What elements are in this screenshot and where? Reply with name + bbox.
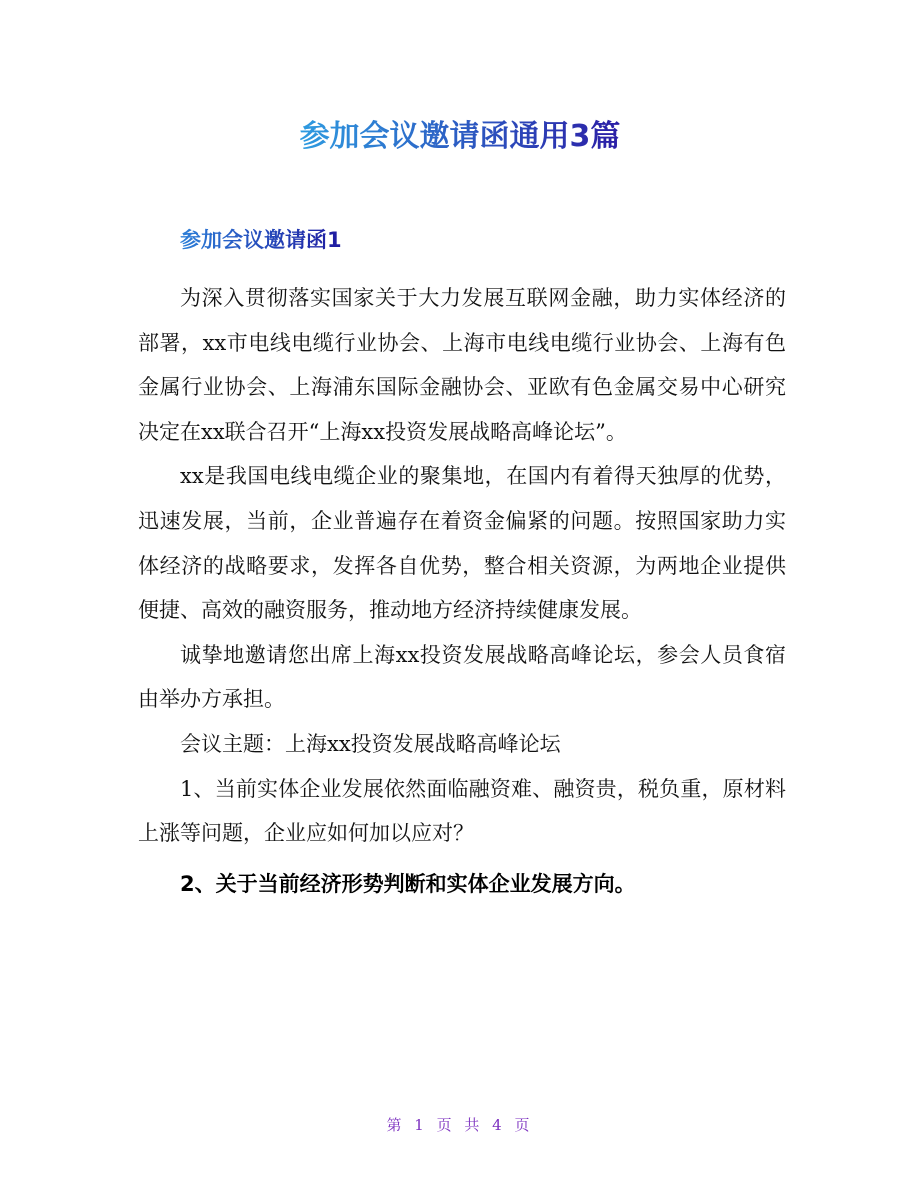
section-heading bbox=[180, 222, 342, 258]
page-number-label: 第 1 页 共 4 页 bbox=[386, 1116, 534, 1134]
page-footer bbox=[0, 1113, 920, 1137]
paragraph-topic-2: 2、关于当前经济形势判断和实体企业发展方向。 bbox=[180, 871, 636, 896]
document-title bbox=[0, 112, 920, 162]
document-body bbox=[138, 276, 786, 906]
document-title-text: 参加会议邀请函通用3篇 bbox=[299, 119, 621, 154]
paragraph-intro: 为深入贯彻落实国家关于大力发展互联网金融，助力实体经济的部署，xx市电线电缆行业协会、上海市电线电缆行业协会、上海有色金属行业协会、上海浦东国际金融协会、亚欧有色金属交易中心研究决定在xx联合召开“上海xx投资发展战略高峰论坛”。 bbox=[138, 286, 786, 444]
paragraph-background: xx是我国电线电缆企业的聚集地，在国内有着得天独厚的优势，迅速发展，当前，企业普遍存在着资金偏紧的问题。按照国家助力实体经济的战略要求，发挥各自优势，整合相关资源，为两地企业提供便捷、高效的融资服务，推动地方经济持续健康发展。 bbox=[138, 464, 786, 623]
paragraph-invitation: 诚挚地邀请您出席上海xx投资发展战略高峰论坛，参会人员食宿由举办方承担。 bbox=[138, 642, 786, 712]
paragraph-theme: 会议主题：上海xx投资发展战略高峰论坛 bbox=[180, 731, 561, 756]
section-heading-text: 参加会议邀请函1 bbox=[180, 228, 342, 252]
paragraph-topic-1: 1、当前实体企业发展依然面临融资难、融资贵，税负重，原材料上涨等问题，企业应如何加以应对？ bbox=[138, 776, 786, 846]
